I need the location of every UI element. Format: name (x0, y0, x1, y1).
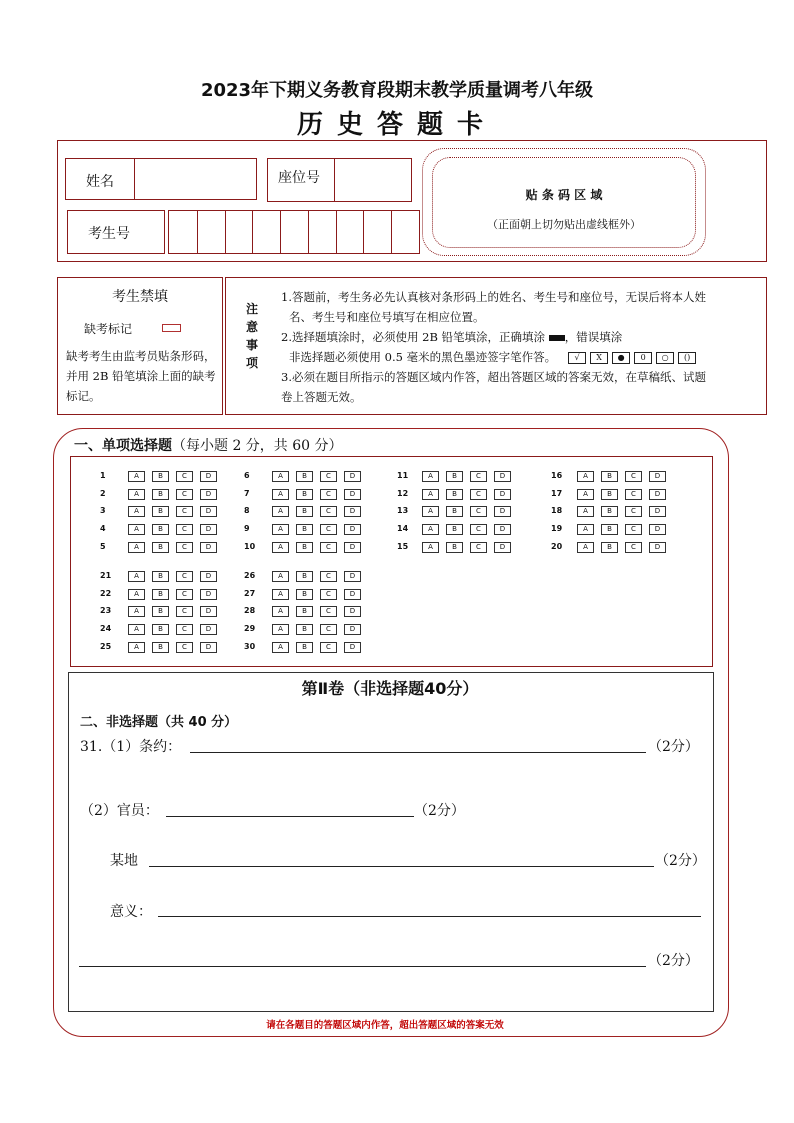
notice-item-2c: 非选择题必须使用 0.5 毫米的黑色墨迹签字笔作答。 (289, 350, 557, 364)
option-bubble-c[interactable]: C (470, 542, 487, 553)
option-bubble-b[interactable]: B (152, 571, 169, 582)
option-bubble-b[interactable]: B (296, 506, 313, 517)
question-number: 24 (100, 624, 112, 633)
option-bubble-a[interactable]: A (128, 542, 145, 553)
notice-box (225, 277, 767, 415)
meaning-label: 意义： (110, 904, 152, 920)
option-bubble-a[interactable]: A (128, 471, 145, 482)
question-number: 27 (244, 589, 256, 598)
option-bubble-a[interactable]: A (422, 471, 439, 482)
option-bubble-b[interactable]: B (152, 624, 169, 635)
option-bubble-a[interactable]: A (272, 606, 289, 617)
place-label: 某地 (110, 853, 138, 869)
option-bubble-c[interactable]: C (470, 506, 487, 517)
option-bubble-b[interactable]: B (601, 542, 618, 553)
option-bubble-c[interactable]: C (625, 506, 642, 517)
option-bubble-b[interactable]: B (601, 524, 618, 535)
option-bubble-d[interactable]: D (649, 506, 666, 517)
question-number: 16 (551, 471, 563, 480)
option-bubble-b[interactable]: B (296, 524, 313, 535)
option-bubble-a[interactable]: A (577, 524, 594, 535)
option-bubble-c[interactable]: C (320, 606, 337, 617)
place-answer-line[interactable] (149, 866, 654, 867)
subject-title: 历史答题卡 (296, 110, 497, 140)
option-bubble-d[interactable]: D (494, 524, 511, 535)
option-bubble-c[interactable]: C (320, 589, 337, 600)
option-bubble-a[interactable]: A (272, 471, 289, 482)
choice-grid-box (70, 456, 713, 667)
question-number: 20 (551, 542, 563, 551)
notice-item-3b: 卷上答题无效。 (281, 390, 362, 404)
option-bubble-b[interactable]: B (296, 542, 313, 553)
seat-label: 座位号 (278, 170, 320, 186)
option-bubble-c[interactable]: C (625, 471, 642, 482)
option-bubble-b[interactable]: B (446, 489, 463, 500)
question-number: 19 (551, 524, 563, 533)
absent-label: 缺考标记 (84, 322, 133, 336)
option-bubble-c[interactable]: C (320, 571, 337, 582)
option-bubble-d[interactable]: D (200, 624, 217, 635)
option-bubble-c[interactable]: C (320, 542, 337, 553)
question-number: 8 (244, 506, 250, 515)
part1-title: 一、单项选择题 (74, 438, 172, 454)
question-number: 28 (244, 606, 256, 615)
question-number: 26 (244, 571, 256, 580)
wrong-fill-sample: 0 (634, 352, 652, 364)
notice-item-2c-row (281, 347, 761, 367)
notice-item-3: 3.必须在题目所指示的答题区域内作答，超出答题区域的答案无效，在草稿纸、试题 (281, 370, 706, 384)
option-bubble-b[interactable]: B (446, 506, 463, 517)
option-bubble-a[interactable]: A (577, 471, 594, 482)
option-bubble-a[interactable]: A (422, 489, 439, 500)
exam-no-cell-divider (280, 211, 281, 253)
option-bubble-d[interactable]: D (344, 606, 361, 617)
option-bubble-c[interactable]: C (176, 524, 193, 535)
option-bubble-d[interactable]: D (200, 642, 217, 653)
option-bubble-b[interactable]: B (296, 606, 313, 617)
barcode-title: 贴 条 码 区 域 (525, 188, 603, 202)
exam-no-cell-divider (225, 211, 226, 253)
question-number: 15 (397, 542, 409, 551)
restricted-title: 考生禁填 (112, 289, 168, 305)
option-bubble-a[interactable]: A (128, 571, 145, 582)
question-number: 2 (100, 489, 106, 498)
wrong-fill-sample: X (590, 352, 608, 364)
part1-heading (74, 435, 343, 455)
option-bubble-b[interactable]: B (296, 471, 313, 482)
option-bubble-d[interactable]: D (494, 542, 511, 553)
option-bubble-c[interactable]: C (320, 642, 337, 653)
option-bubble-a[interactable]: A (128, 606, 145, 617)
meaning-answer-line-1[interactable] (158, 916, 701, 917)
option-bubble-d[interactable]: D (344, 489, 361, 500)
notice-item-1b: 名、考生号和座位号填写在相应位置。 (289, 310, 485, 324)
barcode-inner (432, 157, 696, 248)
option-bubble-a[interactable]: A (128, 506, 145, 517)
option-bubble-c[interactable]: C (176, 624, 193, 635)
question-number: 13 (397, 506, 409, 515)
exam-no-cell-divider (363, 211, 364, 253)
option-bubble-a[interactable]: A (272, 571, 289, 582)
option-bubble-d[interactable]: D (344, 624, 361, 635)
option-bubble-c[interactable]: C (176, 506, 193, 517)
option-bubble-d[interactable]: D (344, 524, 361, 535)
option-bubble-c[interactable]: C (320, 624, 337, 635)
option-bubble-a[interactable]: A (422, 506, 439, 517)
meaning-answer-line-2[interactable] (79, 966, 646, 967)
option-bubble-a[interactable]: A (272, 642, 289, 653)
option-bubble-c[interactable]: C (176, 642, 193, 653)
option-bubble-d[interactable]: D (200, 589, 217, 600)
absent-note: 缺考考生由监考员贴条形码，并用 2B 铅笔填涂上面的缺考标记。 (66, 349, 216, 403)
option-bubble-d[interactable]: D (344, 642, 361, 653)
option-bubble-b[interactable]: B (296, 642, 313, 653)
option-bubble-b[interactable]: B (152, 542, 169, 553)
option-bubble-d[interactable]: D (344, 589, 361, 600)
option-bubble-c[interactable]: C (625, 542, 642, 553)
option-bubble-c[interactable]: C (320, 506, 337, 517)
option-bubble-c[interactable]: C (320, 489, 337, 500)
question-number: 22 (100, 589, 112, 598)
option-bubble-c[interactable]: C (176, 571, 193, 582)
exam-no-grid[interactable] (168, 210, 420, 254)
footer-warning: 请在各题目的答题区域内作答，超出答题区域的答案无效 (266, 1020, 504, 1031)
question-number: 5 (100, 542, 106, 551)
exam-no-label: 考生号 (88, 226, 130, 242)
option-bubble-d[interactable]: D (494, 489, 511, 500)
option-bubble-d[interactable]: D (344, 506, 361, 517)
option-bubble-d[interactable]: D (200, 571, 217, 582)
option-bubble-b[interactable]: B (296, 589, 313, 600)
exam-no-label-box (67, 210, 165, 254)
wrong-fill-sample: ● (612, 352, 630, 364)
question-number: 23 (100, 606, 112, 615)
name-label: 姓名 (86, 174, 114, 190)
question-number: 10 (244, 542, 256, 551)
option-bubble-a[interactable]: A (272, 542, 289, 553)
notice-item-2 (281, 327, 761, 347)
option-bubble-b[interactable]: B (296, 571, 313, 582)
option-bubble-d[interactable]: D (200, 606, 217, 617)
option-bubble-c[interactable]: C (320, 524, 337, 535)
correct-fill-sample (549, 335, 565, 341)
option-bubble-a[interactable]: A (128, 624, 145, 635)
question-number: 7 (244, 489, 250, 498)
exam-no-cell-divider (252, 211, 253, 253)
q31-1-score: （2分） (648, 739, 699, 755)
notice-item-2a: 2.选择题填涂时，必须使用 2B 铅笔填涂，正确填涂 (281, 330, 546, 344)
seat-field[interactable] (267, 158, 412, 202)
option-bubble-a[interactable]: A (128, 524, 145, 535)
option-bubble-c[interactable]: C (320, 471, 337, 482)
option-bubble-a[interactable]: A (422, 524, 439, 535)
option-bubble-a[interactable]: A (128, 642, 145, 653)
option-bubble-b[interactable]: B (152, 606, 169, 617)
name-field[interactable] (65, 158, 257, 200)
option-bubble-c[interactable]: C (470, 471, 487, 482)
option-bubble-b[interactable]: B (152, 489, 169, 500)
option-bubble-d[interactable]: D (200, 471, 217, 482)
part2-section: 二、非选择题（共 40 分） (80, 715, 238, 730)
option-bubble-a[interactable]: A (128, 589, 145, 600)
option-bubble-d[interactable]: D (494, 471, 511, 482)
wrong-fill-samples (568, 350, 700, 364)
q31-2-label: （2）官员： (80, 803, 159, 819)
option-bubble-a[interactable]: A (272, 506, 289, 517)
option-bubble-d[interactable]: D (200, 489, 217, 500)
option-bubble-d[interactable]: D (344, 571, 361, 582)
option-bubble-d[interactable]: D (649, 524, 666, 535)
part1-note: （每小题 2 分，共 60 分） (172, 438, 343, 454)
option-bubble-c[interactable]: C (625, 489, 642, 500)
notice-title: 注意事项 (246, 302, 259, 370)
option-bubble-c[interactable]: C (625, 524, 642, 535)
option-bubble-b[interactable]: B (446, 524, 463, 535)
option-bubble-b[interactable]: B (152, 589, 169, 600)
part2-title: 第Ⅱ卷（非选择题40分） (301, 679, 479, 698)
option-bubble-b[interactable]: B (601, 506, 618, 517)
option-bubble-a[interactable]: A (272, 624, 289, 635)
option-bubble-b[interactable]: B (296, 624, 313, 635)
question-number: 12 (397, 489, 409, 498)
q31-1-label: 31.（1）条约： (80, 739, 182, 755)
question-number: 14 (397, 524, 409, 533)
question-number: 29 (244, 624, 256, 633)
question-number: 21 (100, 571, 112, 580)
option-bubble-d[interactable]: D (494, 506, 511, 517)
question-number: 6 (244, 471, 250, 480)
q31-2-score: （2分） (414, 803, 465, 819)
option-bubble-d[interactable]: D (649, 542, 666, 553)
restricted-box (57, 277, 223, 415)
question-number: 9 (244, 524, 250, 533)
exam-no-cell-divider (391, 211, 392, 253)
option-bubble-d[interactable]: D (344, 471, 361, 482)
wrong-fill-sample: ○ (656, 352, 674, 364)
exam-title: 2023年下期义务教育段期末教学质量调考八年级 (200, 80, 594, 101)
wrong-fill-sample: √ (568, 352, 586, 364)
exam-no-cell-divider (308, 211, 309, 253)
place-score: （2分） (655, 853, 706, 869)
option-bubble-d[interactable]: D (649, 471, 666, 482)
option-bubble-d[interactable]: D (649, 489, 666, 500)
option-bubble-b[interactable]: B (601, 471, 618, 482)
q31-1-answer-line[interactable] (190, 752, 646, 753)
option-bubble-b[interactable]: B (446, 542, 463, 553)
option-bubble-d[interactable]: D (344, 542, 361, 553)
question-number: 30 (244, 642, 256, 651)
option-bubble-c[interactable]: C (176, 589, 193, 600)
option-bubble-b[interactable]: B (152, 642, 169, 653)
option-bubble-a[interactable]: A (577, 489, 594, 500)
notice-items (281, 287, 761, 407)
absent-mark-checkbox[interactable] (162, 324, 181, 332)
option-bubble-c[interactable]: C (176, 606, 193, 617)
option-bubble-b[interactable]: B (152, 471, 169, 482)
option-bubble-b[interactable]: B (152, 506, 169, 517)
option-bubble-a[interactable]: A (128, 489, 145, 500)
question-number: 11 (397, 471, 409, 480)
option-bubble-c[interactable]: C (176, 471, 193, 482)
option-bubble-a[interactable]: A (577, 542, 594, 553)
option-bubble-b[interactable]: B (296, 489, 313, 500)
option-bubble-d[interactable]: D (200, 524, 217, 535)
option-bubble-b[interactable]: B (601, 489, 618, 500)
option-bubble-a[interactable]: A (272, 524, 289, 535)
question-number: 4 (100, 524, 106, 533)
option-bubble-a[interactable]: A (272, 589, 289, 600)
option-bubble-a[interactable]: A (577, 506, 594, 517)
option-bubble-c[interactable]: C (470, 524, 487, 535)
meaning-score: （2分） (648, 953, 699, 969)
option-bubble-b[interactable]: B (152, 524, 169, 535)
q31-2-answer-line[interactable] (166, 816, 414, 817)
option-bubble-c[interactable]: C (176, 489, 193, 500)
barcode-note: （正面朝上切勿贴出虚线框外） (487, 218, 641, 231)
question-number: 18 (551, 506, 563, 515)
option-bubble-c[interactable]: C (470, 489, 487, 500)
option-bubble-b[interactable]: B (446, 471, 463, 482)
option-bubble-d[interactable]: D (200, 506, 217, 517)
option-bubble-a[interactable]: A (422, 542, 439, 553)
question-number: 1 (100, 471, 106, 480)
option-bubble-a[interactable]: A (272, 489, 289, 500)
question-number: 3 (100, 506, 106, 515)
question-number: 25 (100, 642, 112, 651)
wrong-fill-sample: () (678, 352, 696, 364)
notice-item-1: 1.答题前，考生务必先认真核对条形码上的姓名、考生号和座位号，无误后将本人姓 (281, 290, 706, 304)
option-bubble-c[interactable]: C (176, 542, 193, 553)
option-bubble-d[interactable]: D (200, 542, 217, 553)
question-number: 17 (551, 489, 563, 498)
exam-no-cell-divider (197, 211, 198, 253)
exam-no-cell-divider (336, 211, 337, 253)
notice-item-2b: ，错误填涂 (564, 330, 623, 344)
